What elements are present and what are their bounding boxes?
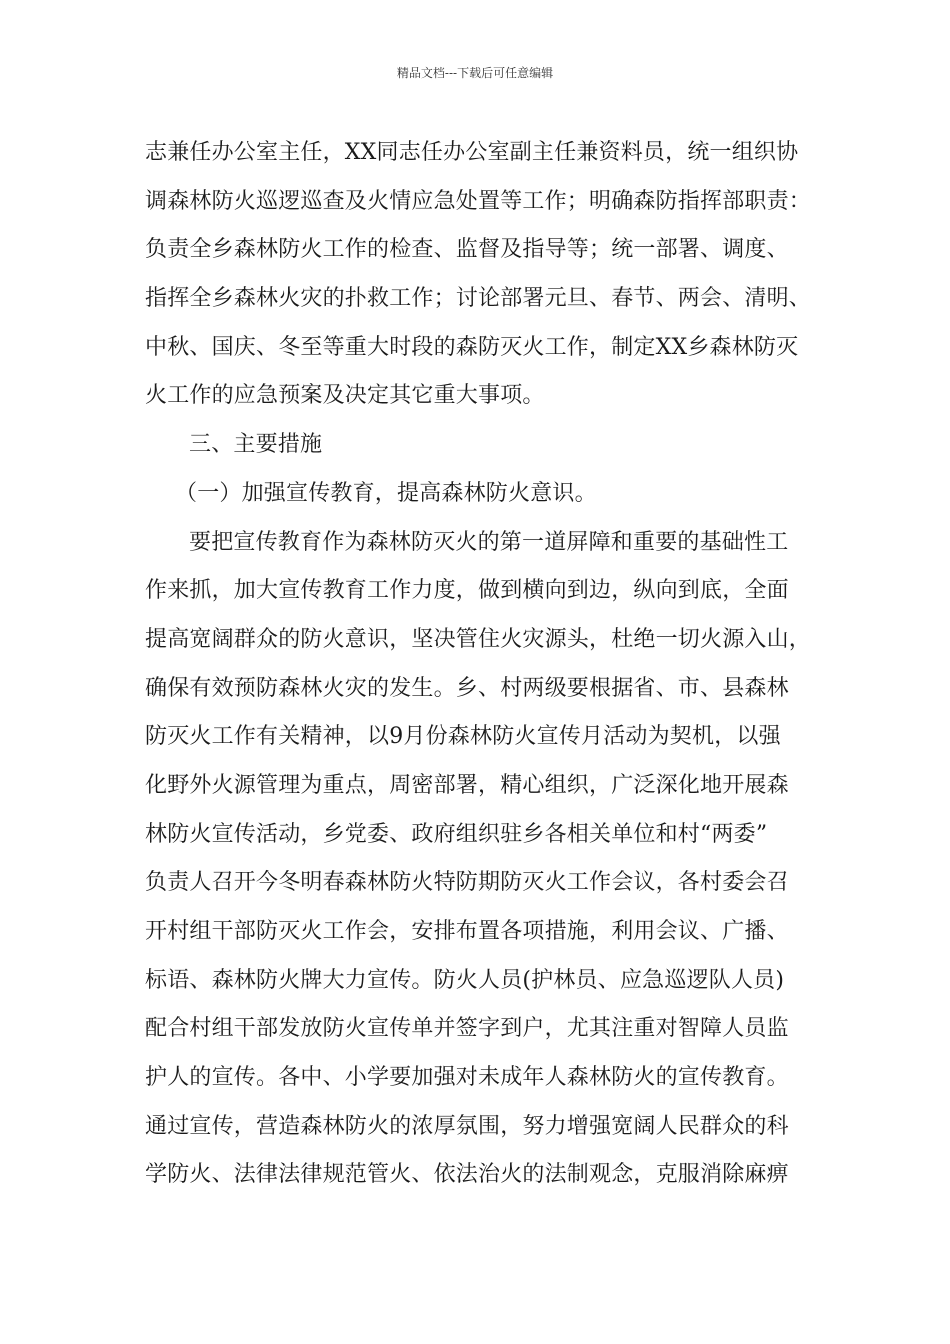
subsection-heading: （一）加强宣传教育，提高森林防火意识。 bbox=[175, 480, 597, 506]
text-line: 火工作的应急预案及决定其它重大事项。 bbox=[145, 383, 545, 409]
text-line: 提高宽阔群众的防火意识，坚决管住火灾源头，杜绝一切火源入山， bbox=[145, 626, 812, 652]
text-line: 护人的宣传。各中、小学要加强对未成年人森林防火的宣传教育。 bbox=[145, 1065, 789, 1091]
text-line: 指挥全乡森林火灾的扑救工作；讨论部署元旦、春节、两会、清明、 bbox=[145, 286, 812, 312]
text-line: 确保有效预防森林火灾的发生。乡、村两级要根据省、市、县森林 bbox=[145, 675, 789, 701]
section-heading: 三、主要措施 bbox=[189, 432, 323, 458]
text-line: 负责人召开今冬明春森林防火特防期防灭火工作会议，各村委会召 bbox=[145, 870, 789, 896]
text-line: 配合村组干部发放防火宣传单并签字到户，尤其注重对智障人员监 bbox=[145, 1016, 789, 1042]
text-line: 志兼任办公室主任，XX同志任办公室副主任兼资料员，统一组织协 bbox=[145, 140, 799, 165]
text-line: 中秋、国庆、冬至等重大时段的森防灭火工作，制定XX乡森林防灭 bbox=[145, 334, 799, 360]
text-line: 调森林防火巡逻巡查及火情应急处置等工作；明确森防指挥部职责： bbox=[145, 188, 812, 214]
document-body bbox=[145, 135, 835, 1206]
page-header: 精品文档---下载后可任意编辑 bbox=[396, 66, 554, 80]
text-line: 要把宣传教育作为森林防灭火的第一道屏障和重要的基础性工 bbox=[189, 529, 789, 555]
text-line: 化野外火源管理为重点，周密部署，精心组织，广泛深化地开展森 bbox=[145, 772, 789, 798]
text-line: 学防火、法律法律规范管火、依法治火的法制观念，克服消除麻痹 bbox=[145, 1162, 789, 1188]
text-line: 标语、森林防火牌大力宣传。防火人员(护林员、应急巡逻队人员) bbox=[145, 967, 785, 993]
text-line: 防灭火工作有关精神，以9月份森林防火宣传月活动为契机，以强 bbox=[145, 724, 781, 750]
text-line: 通过宣传，营造森林防火的浓厚氛围，努力增强宽阔人民群众的科 bbox=[145, 1113, 789, 1139]
text-line: 开村组干部防灭火工作会，安排布置各项措施，利用会议、广播、 bbox=[145, 919, 789, 944]
text-line: 作来抓，加大宣传教育工作力度，做到横向到边，纵向到底，全面 bbox=[145, 578, 789, 604]
text-line: 林防火宣传活动，乡党委、政府组织驻乡各相关单位和村“两委” bbox=[145, 821, 768, 847]
text-line: 负责全乡森林防火工作的检查、监督及指导等；统一部署、调度、 bbox=[145, 237, 789, 263]
